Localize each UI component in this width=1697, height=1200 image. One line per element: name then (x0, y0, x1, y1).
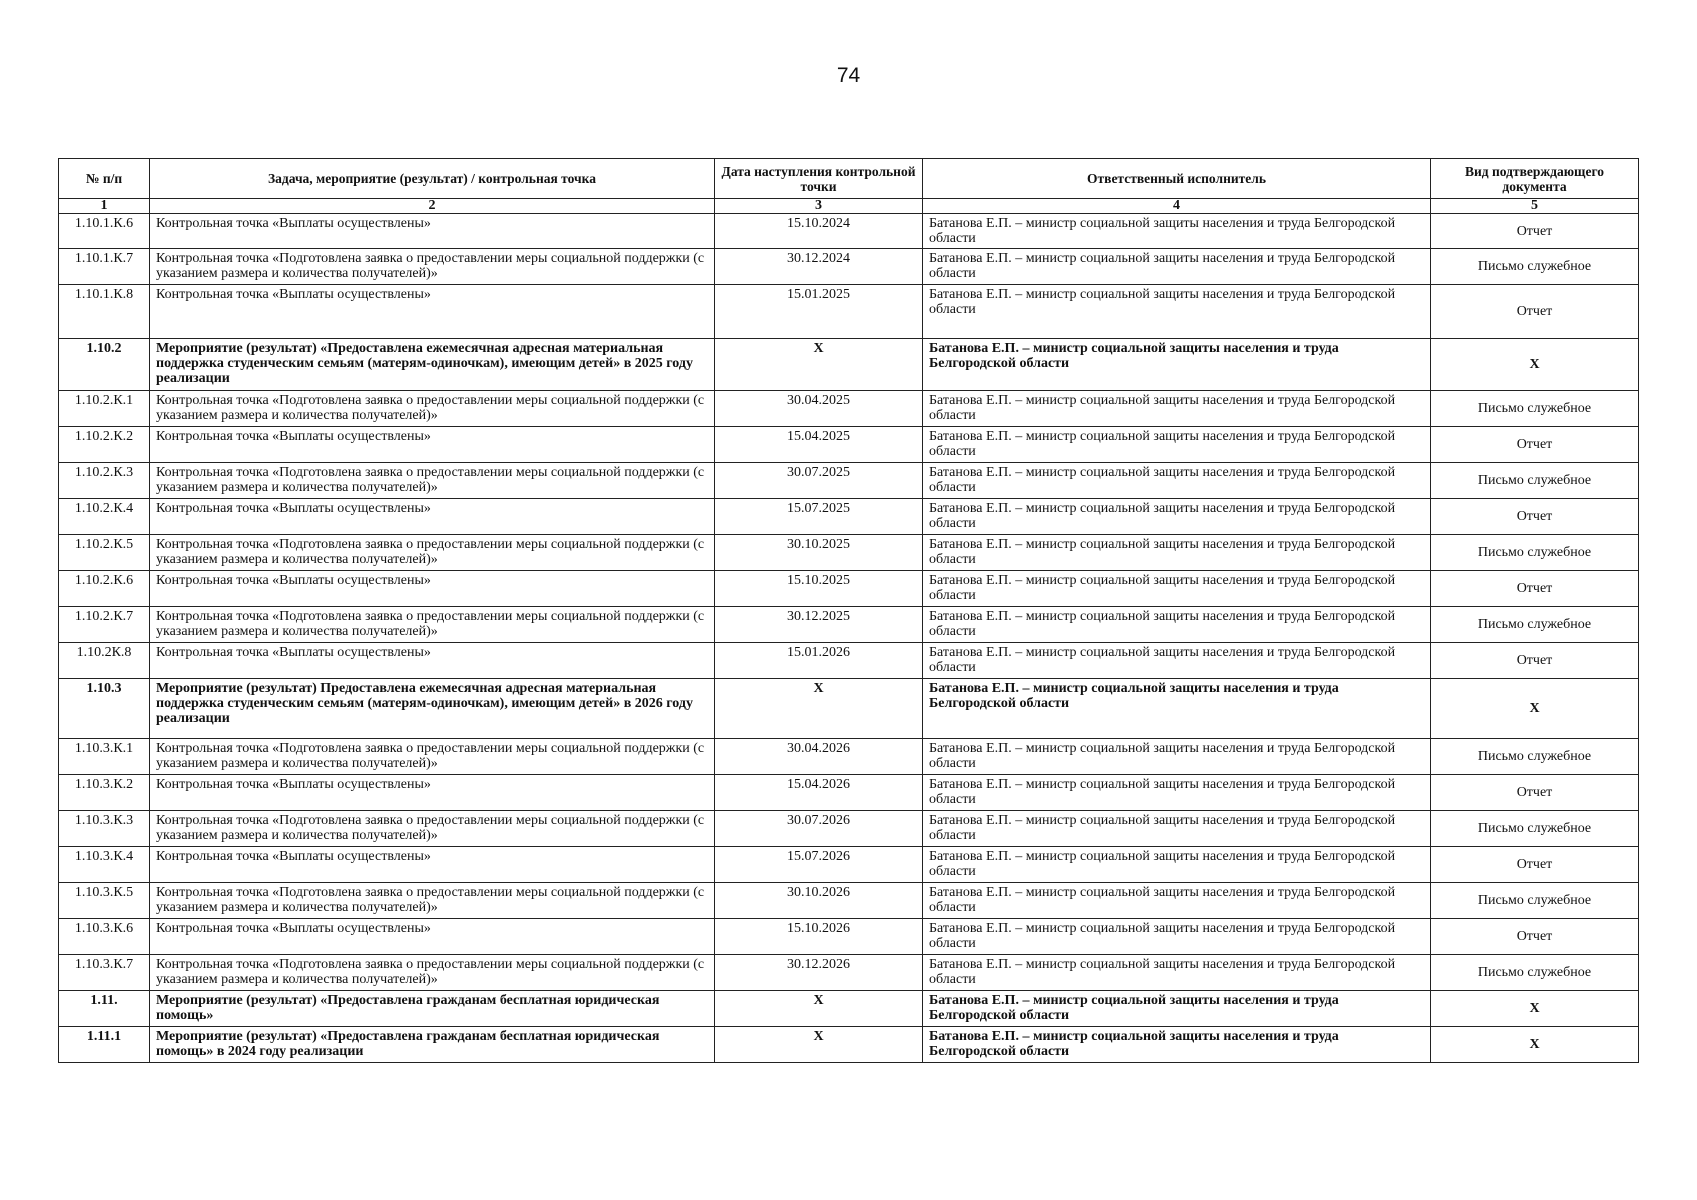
row-executor: Батанова Е.П. – министр социальной защиты населения и труда Белгородской области (923, 739, 1431, 775)
row-number: 1.11. (59, 991, 150, 1027)
page-number: 74 (836, 64, 861, 87)
table-row (59, 499, 1639, 535)
row-executor: Батанова Е.П. – министр социальной защиты населения и труда Белгородской области (923, 679, 1431, 739)
header-task: Задача, мероприятие (результат) / контрольная точка (150, 159, 715, 199)
header-executor: Ответственный исполнитель (923, 159, 1431, 199)
row-task: Мероприятие (результат) «Предоставлена гражданам бесплатная юридическая помощь» (150, 991, 715, 1027)
row-date: 30.10.2025 (715, 535, 923, 571)
row-document-type: Отчет (1431, 499, 1639, 535)
row-number: 1.10.3.К.2 (59, 775, 150, 811)
row-number: 1.10.3.К.7 (59, 955, 150, 991)
row-task: Контрольная точка «Выплаты осуществлены» (150, 499, 715, 535)
row-document-type: Отчет (1431, 775, 1639, 811)
row-date: 30.12.2025 (715, 607, 923, 643)
row-document-type: Письмо служебное (1431, 463, 1639, 499)
row-executor: Батанова Е.П. – министр социальной защиты населения и труда Белгородской области (923, 463, 1431, 499)
row-task: Контрольная точка «Подготовлена заявка о предоставлении меры социальной поддержки (с указанием размера и количества получателей)» (150, 607, 715, 643)
table-row (59, 919, 1639, 955)
row-date: Х (715, 991, 923, 1027)
table-row (59, 427, 1639, 463)
row-date: 15.10.2025 (715, 571, 923, 607)
row-date: 15.07.2026 (715, 847, 923, 883)
row-date: 30.12.2026 (715, 955, 923, 991)
row-document-type: Х (1431, 679, 1639, 739)
row-number: 1.10.2К.8 (59, 643, 150, 679)
row-number: 1.10.2.К.3 (59, 463, 150, 499)
row-task: Контрольная точка «Подготовлена заявка о предоставлении меры социальной поддержки (с указанием размера и количества получателей)» (150, 535, 715, 571)
row-executor: Батанова Е.П. – министр социальной защиты населения и труда Белгородской области (923, 919, 1431, 955)
row-document-type: Письмо служебное (1431, 739, 1639, 775)
row-executor: Батанова Е.П. – министр социальной защиты населения и труда Белгородской области (923, 249, 1431, 285)
row-executor: Батанова Е.П. – министр социальной защиты населения и труда Белгородской области (923, 571, 1431, 607)
column-number: 2 (150, 199, 715, 214)
row-task: Контрольная точка «Подготовлена заявка о предоставлении меры социальной поддержки (с указанием размера и количества получателей)» (150, 463, 715, 499)
table-row (59, 955, 1639, 991)
row-document-type: Отчет (1431, 847, 1639, 883)
row-document-type: Письмо служебное (1431, 607, 1639, 643)
row-document-type: Отчет (1431, 643, 1639, 679)
table-row (59, 339, 1639, 391)
table-row (59, 463, 1639, 499)
row-number: 1.10.3.К.5 (59, 883, 150, 919)
row-number: 1.10.1.К.8 (59, 285, 150, 339)
control-points-table (58, 158, 1639, 1063)
row-document-type: Отчет (1431, 214, 1639, 249)
header-doc: Вид подтверждающего документа (1431, 159, 1639, 199)
row-document-type: Письмо служебное (1431, 811, 1639, 847)
row-executor: Батанова Е.П. – министр социальной защиты населения и труда Белгородской области (923, 214, 1431, 249)
row-date: 15.01.2025 (715, 285, 923, 339)
row-document-type: Письмо служебное (1431, 249, 1639, 285)
row-executor: Батанова Е.П. – министр социальной защиты населения и труда Белгородской области (923, 499, 1431, 535)
row-number: 1.10.3.К.6 (59, 919, 150, 955)
row-executor: Батанова Е.П. – министр социальной защиты населения и труда Белгородской области (923, 535, 1431, 571)
row-number: 1.10.2 (59, 339, 150, 391)
row-document-type: Х (1431, 339, 1639, 391)
table-row (59, 1027, 1639, 1063)
table-row (59, 607, 1639, 643)
row-task: Контрольная точка «Подготовлена заявка о предоставлении меры социальной поддержки (с указанием размера и количества получателей)» (150, 955, 715, 991)
row-date: 30.07.2025 (715, 463, 923, 499)
row-document-type: Отчет (1431, 919, 1639, 955)
row-executor: Батанова Е.П. – министр социальной защиты населения и труда Белгородской области (923, 607, 1431, 643)
row-number: 1.10.2.К.1 (59, 391, 150, 427)
row-number: 1.11.1 (59, 1027, 150, 1063)
row-executor: Батанова Е.П. – министр социальной защиты населения и труда Белгородской области (923, 339, 1431, 391)
row-task: Контрольная точка «Выплаты осуществлены» (150, 214, 715, 249)
column-number: 4 (923, 199, 1431, 214)
row-document-type: Письмо служебное (1431, 391, 1639, 427)
row-date: 30.04.2025 (715, 391, 923, 427)
row-task: Контрольная точка «Подготовлена заявка о предоставлении меры социальной поддержки (с указанием размера и количества получателей)» (150, 811, 715, 847)
row-date: Х (715, 1027, 923, 1063)
row-number: 1.10.2.К.7 (59, 607, 150, 643)
row-executor: Батанова Е.П. – министр социальной защиты населения и труда Белгородской области (923, 775, 1431, 811)
row-date: 15.10.2024 (715, 214, 923, 249)
row-task: Контрольная точка «Выплаты осуществлены» (150, 919, 715, 955)
row-date: 30.04.2026 (715, 739, 923, 775)
row-number: 1.10.2.К.6 (59, 571, 150, 607)
row-task: Контрольная точка «Выплаты осуществлены» (150, 643, 715, 679)
row-date: 15.10.2026 (715, 919, 923, 955)
row-date: Х (715, 339, 923, 391)
table-row (59, 249, 1639, 285)
column-number: 3 (715, 199, 923, 214)
row-task: Контрольная точка «Подготовлена заявка о предоставлении меры социальной поддержки (с указанием размера и количества получателей)» (150, 883, 715, 919)
row-executor: Батанова Е.П. – министр социальной защиты населения и труда Белгородской области (923, 991, 1431, 1027)
row-task: Контрольная точка «Выплаты осуществлены» (150, 285, 715, 339)
row-task: Контрольная точка «Подготовлена заявка о предоставлении меры социальной поддержки (с указанием размера и количества получателей)» (150, 249, 715, 285)
row-executor: Батанова Е.П. – министр социальной защиты населения и труда Белгородской области (923, 883, 1431, 919)
row-date: 30.12.2024 (715, 249, 923, 285)
row-task: Контрольная точка «Выплаты осуществлены» (150, 775, 715, 811)
row-number: 1.10.3 (59, 679, 150, 739)
table-body (59, 214, 1639, 1063)
table-row (59, 775, 1639, 811)
row-task: Мероприятие (результат) Предоставлена ежемесячная адресная материальная поддержка студенческим семьям (матерям-одиночкам), имеющим детей» в 2026 году реализации (150, 679, 715, 739)
row-number: 1.10.2.К.4 (59, 499, 150, 535)
row-document-type: Отчет (1431, 427, 1639, 463)
row-date: 30.10.2026 (715, 883, 923, 919)
row-task: Контрольная точка «Выплаты осуществлены» (150, 571, 715, 607)
row-document-type: Письмо служебное (1431, 955, 1639, 991)
table-row (59, 739, 1639, 775)
row-date: 15.07.2025 (715, 499, 923, 535)
header-date: Дата наступления контрольной точки (715, 159, 923, 199)
table-row (59, 214, 1639, 249)
row-date: 15.04.2026 (715, 775, 923, 811)
table-row (59, 535, 1639, 571)
header-num: № п/п (59, 159, 150, 199)
column-number: 1 (59, 199, 150, 214)
table-row (59, 285, 1639, 339)
row-executor: Батанова Е.П. – министр социальной защиты населения и труда Белгородской области (923, 643, 1431, 679)
row-number: 1.10.3.К.1 (59, 739, 150, 775)
table-row (59, 643, 1639, 679)
column-numbers-row (59, 199, 1639, 214)
table-row (59, 391, 1639, 427)
row-document-type: Письмо служебное (1431, 535, 1639, 571)
row-document-type: Х (1431, 1027, 1639, 1063)
row-document-type: Отчет (1431, 571, 1639, 607)
row-executor: Батанова Е.П. – министр социальной защиты населения и труда Белгородской области (923, 811, 1431, 847)
row-date: Х (715, 679, 923, 739)
row-task: Мероприятие (результат) «Предоставлена ежемесячная адресная материальная поддержка студенческим семьям (матерям-одиночкам), имеющим детей» в 2025 году реализации (150, 339, 715, 391)
table-row (59, 883, 1639, 919)
row-executor: Батанова Е.П. – министр социальной защиты населения и труда Белгородской области (923, 427, 1431, 463)
row-executor: Батанова Е.П. – министр социальной защиты населения и труда Белгородской области (923, 847, 1431, 883)
row-date: 15.01.2026 (715, 643, 923, 679)
row-task: Мероприятие (результат) «Предоставлена гражданам бесплатная юридическая помощь» в 2024 году реализации (150, 1027, 715, 1063)
row-number: 1.10.1.К.6 (59, 214, 150, 249)
row-executor: Батанова Е.П. – министр социальной защиты населения и труда Белгородской области (923, 285, 1431, 339)
row-document-type: Отчет (1431, 285, 1639, 339)
table-header-row (59, 159, 1639, 199)
row-task: Контрольная точка «Выплаты осуществлены» (150, 427, 715, 463)
table-row (59, 811, 1639, 847)
table-row (59, 679, 1639, 739)
column-number: 5 (1431, 199, 1639, 214)
row-number: 1.10.2.К.5 (59, 535, 150, 571)
row-document-type: Письмо служебное (1431, 883, 1639, 919)
row-number: 1.10.3.К.4 (59, 847, 150, 883)
row-task: Контрольная точка «Подготовлена заявка о предоставлении меры социальной поддержки (с указанием размера и количества получателей)» (150, 391, 715, 427)
row-number: 1.10.2.К.2 (59, 427, 150, 463)
row-number: 1.10.3.К.3 (59, 811, 150, 847)
row-executor: Батанова Е.П. – министр социальной защиты населения и труда Белгородской области (923, 391, 1431, 427)
row-task: Контрольная точка «Выплаты осуществлены» (150, 847, 715, 883)
row-document-type: Х (1431, 991, 1639, 1027)
row-number: 1.10.1.К.7 (59, 249, 150, 285)
row-date: 30.07.2026 (715, 811, 923, 847)
table-row (59, 847, 1639, 883)
row-task: Контрольная точка «Подготовлена заявка о предоставлении меры социальной поддержки (с указанием размера и количества получателей)» (150, 739, 715, 775)
row-executor: Батанова Е.П. – министр социальной защиты населения и труда Белгородской области (923, 1027, 1431, 1063)
table-row (59, 571, 1639, 607)
table-row (59, 991, 1639, 1027)
row-executor: Батанова Е.П. – министр социальной защиты населения и труда Белгородской области (923, 955, 1431, 991)
row-date: 15.04.2025 (715, 427, 923, 463)
